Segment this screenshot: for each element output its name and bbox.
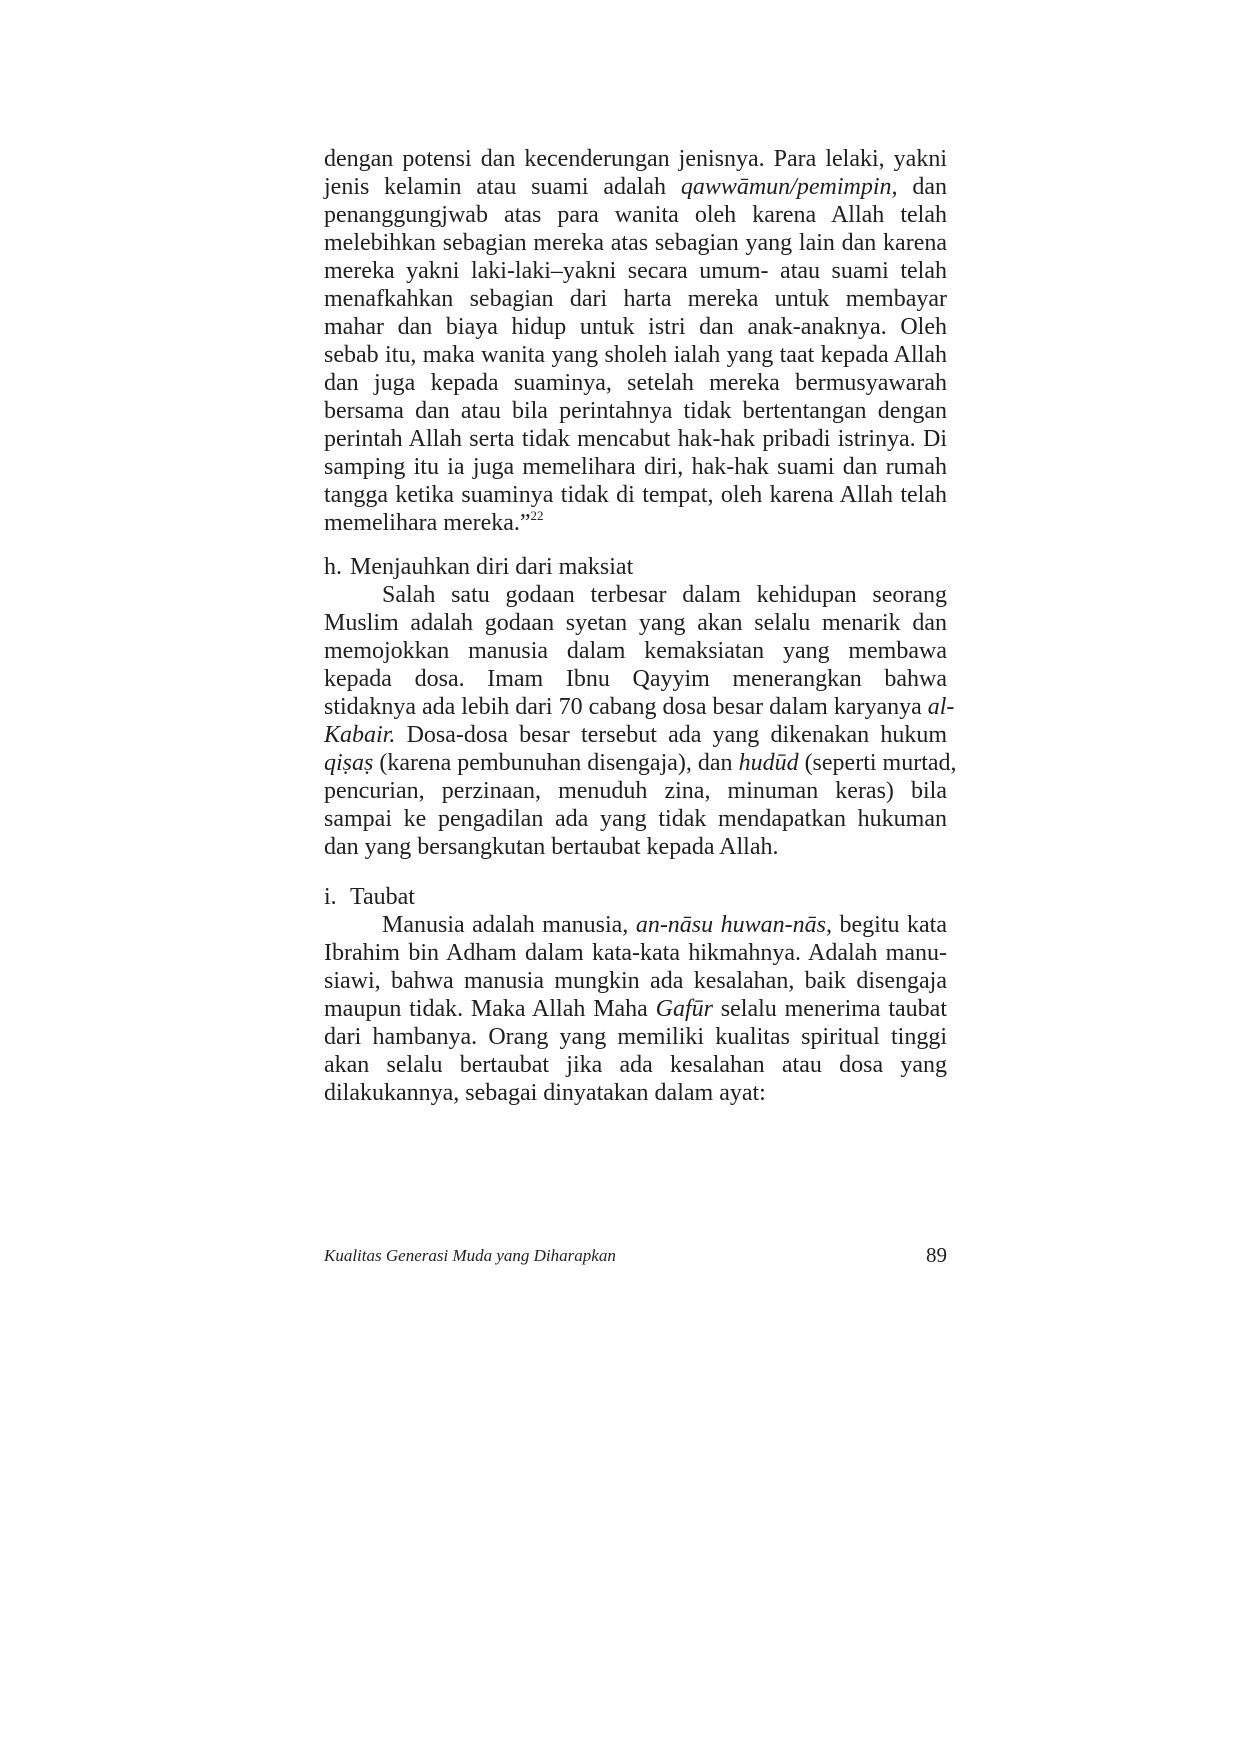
text-line: siawi, bahwa manusia mungkin ada kesalahan, baik disengaja xyxy=(324,968,947,994)
text-line: melebihkan sebagian mereka atas sebagian yang lain dan karena xyxy=(324,230,947,256)
text-line: memojokkan manusia dalam kemaksiatan yang membawa xyxy=(324,638,947,664)
body-text xyxy=(324,145,957,1107)
italic-term: an-nāsu huwan-nās xyxy=(635,912,826,938)
text-line: menafkahkan sebagian dari harta mereka untuk membayar xyxy=(324,286,947,312)
text-span: (seperti murtad, xyxy=(798,750,957,776)
text-line: penanggungjwab atas para wanita oleh karena Allah telah xyxy=(324,202,947,228)
section-title: Menjauhkan diri dari maksiat xyxy=(350,554,634,580)
text-span: dan xyxy=(897,174,948,200)
section-heading-h xyxy=(324,553,947,581)
section-heading-i xyxy=(324,883,947,911)
italic-term: hudūd xyxy=(738,750,799,776)
text-span: , begitu kata xyxy=(826,912,947,938)
text-span: Dosa-dosa besar tersebut ada yang dikenakan hukum xyxy=(406,722,948,748)
text-line: dengan potensi dan kecenderungan jenisnya. Para lelaki, yakni xyxy=(324,146,947,172)
text-span: maupun tidak. Maka Allah Maha xyxy=(324,996,648,1022)
italic-term: Kabair. xyxy=(324,722,396,748)
text-line: dilakukannya, sebagai dinyatakan dalam ayat: xyxy=(324,1080,766,1106)
paragraph-1 xyxy=(324,145,947,537)
text-line: dari hambanya. Orang yang memiliki kualitas spiritual tinggi xyxy=(324,1024,947,1050)
italic-term: qiṣaṣ xyxy=(324,750,374,776)
text-line: Salah satu godaan terbesar dalam kehidupan seorang xyxy=(382,582,947,608)
paragraph-i xyxy=(324,911,947,1107)
text-line: bersama dan atau bila perintahnya tidak bertentangan dengan xyxy=(324,398,947,424)
text-line xyxy=(324,911,947,939)
text-line xyxy=(324,693,955,721)
italic-term: qawwāmun/pemimpin, xyxy=(680,174,898,200)
text-line: mereka yakni laki-laki–yakni secara umum- atau suami telah xyxy=(324,258,947,284)
text-line xyxy=(324,995,947,1023)
text-line: kepada dosa. Imam Ibnu Qayyim menerangkan bahwa xyxy=(324,666,947,692)
text-span: jenis kelamin atau suami adalah xyxy=(324,174,666,200)
text-line: sebab itu, maka wanita yang sholeh ialah yang taat kepada Allah xyxy=(324,342,947,368)
section-title: Taubat xyxy=(350,884,415,910)
text-line: dan juga kepada suaminya, setelah mereka bermusyawarah xyxy=(324,370,947,396)
text-line: dan yang bersangkutan bertaubat kepada Allah. xyxy=(324,834,779,860)
text-line xyxy=(324,173,947,201)
text-line: Muslim adalah godaan syetan yang akan selalu menarik dan xyxy=(324,610,947,636)
text-span: memelihara mereka.” xyxy=(324,510,531,536)
text-line: sampai ke pengadilan ada yang tidak mendapatkan hukuman xyxy=(324,806,947,832)
text-line: mahar dan biaya hidup untuk istri dan anak-anaknya. Oleh xyxy=(324,314,947,340)
text-line: akan selalu bertaubat jika ada kesalahan atau dosa yang xyxy=(324,1052,947,1078)
text-span: Manusia adalah manusia, xyxy=(382,912,629,938)
text-line: tangga ketika suaminya tidak di tempat, oleh karena Allah telah xyxy=(324,482,947,508)
italic-term: al- xyxy=(927,694,955,720)
section-marker: h. xyxy=(324,554,342,580)
text-span: (karena pembunuhan disengaja), dan xyxy=(379,750,733,776)
italic-term: Gafūr xyxy=(655,996,713,1022)
text-line xyxy=(324,509,947,537)
footnote-ref: 22 xyxy=(530,508,544,523)
running-footer-title: Kualitas Generasi Muda yang Diharapkan xyxy=(324,1246,616,1265)
text-line xyxy=(324,749,957,777)
text-span: selalu menerima taubat xyxy=(713,996,948,1022)
page-number: 89 xyxy=(926,1243,947,1267)
section-marker: i. xyxy=(324,884,337,910)
text-line: perintah Allah serta tidak mencabut hak-hak pribadi istrinya. Di xyxy=(324,426,947,452)
paragraph-h xyxy=(324,581,957,861)
text-line: pencurian, perzinaan, menuduh zina, minuman keras) bila xyxy=(324,778,947,804)
text-line: Ibrahim bin Adham dalam kata-kata hikmahnya. Adalah manu- xyxy=(324,940,947,966)
text-line xyxy=(324,721,947,749)
text-span: stidaknya ada lebih dari 70 cabang dosa besar dalam karyanya xyxy=(324,694,922,720)
text-line: samping itu ia juga memelihara diri, hak-hak suami dan rumah xyxy=(324,454,947,480)
